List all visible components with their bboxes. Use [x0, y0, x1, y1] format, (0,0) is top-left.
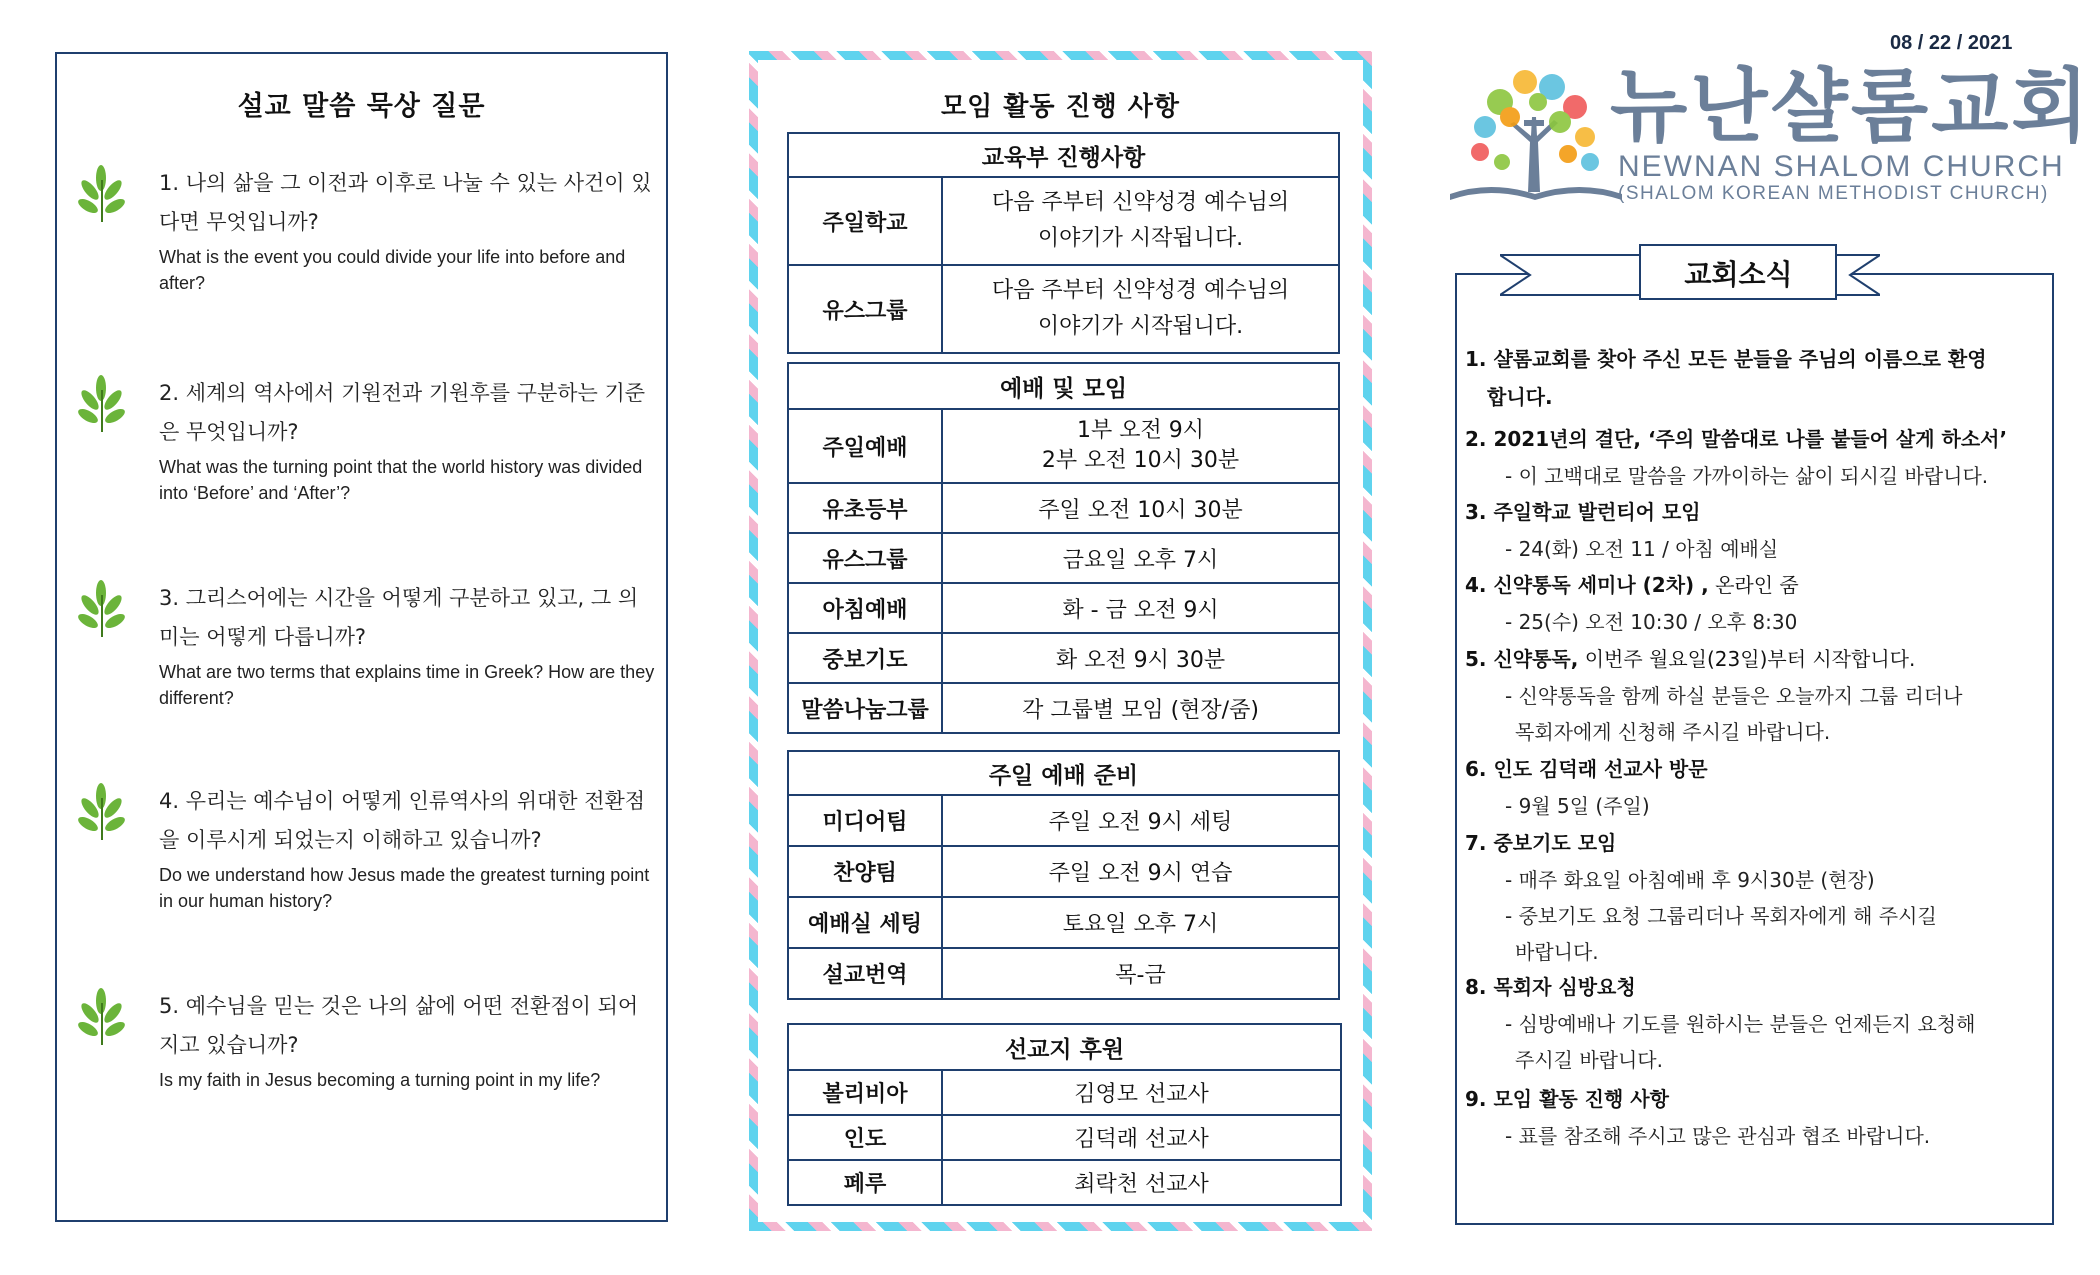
- table-header: 주일 예배 준비: [788, 751, 1339, 795]
- news-detail: 바랍니다.: [1515, 940, 1599, 964]
- row-value-line: 이야기가 시작됩니다.: [1037, 226, 1244, 251]
- table-row: [788, 177, 1339, 265]
- table-row: [788, 265, 1339, 353]
- row-value: 각 그룹별 모임 (현장/줌): [942, 683, 1339, 733]
- table-row: [788, 583, 1339, 633]
- list-item: [1465, 340, 2045, 416]
- table-header: 교육부 진행사항: [788, 133, 1339, 177]
- row-label: 미디어팀: [788, 795, 942, 846]
- row-value: [942, 265, 1339, 353]
- row-label: 볼리비아: [788, 1070, 942, 1115]
- table-row: [788, 897, 1339, 948]
- row-value: 최락천 선교사: [942, 1160, 1341, 1205]
- row-label: 아침예배: [788, 583, 942, 633]
- news-heading: 9. 모임 활동 진행 사항: [1465, 1087, 1669, 1111]
- leaf-icon: [77, 987, 127, 1047]
- leaf-icon: [77, 579, 127, 639]
- row-value: 주일 오전 9시 세팅: [942, 795, 1339, 846]
- row-value: 김덕래 선교사: [942, 1115, 1341, 1160]
- row-label: 유스그룹: [788, 265, 942, 353]
- row-value-line: 1부 오전 9시: [1077, 418, 1204, 443]
- meditation-questions-panel: [55, 52, 668, 1222]
- row-value: 화 오전 9시 30분: [942, 633, 1339, 683]
- row-value: 목-금: [942, 948, 1339, 999]
- table-row: [788, 683, 1339, 733]
- news-detail: - 25(수) 오전 10:30 / 오후 8:30: [1505, 610, 1798, 634]
- row-label: 유스그룹: [788, 533, 942, 583]
- question-ko: 3. 그리스어에는 시간을 어떻게 구분하고 있고, 그 의미는 어떻게 다릅니까?: [159, 586, 639, 649]
- question-en: What is the event you could divide your life into before and after?: [159, 247, 626, 293]
- missions-table: [787, 1023, 1342, 1206]
- news-heading: 6. 인도 김덕래 선교사 방문: [1465, 757, 1708, 781]
- church-subtitle: (SHALOM KOREAN METHODIST CHURCH): [1618, 183, 2049, 204]
- row-value-line: 이야기가 시작됩니다.: [1037, 314, 1244, 339]
- news-heading: 3. 주일학교 발런티어 모임: [1465, 500, 1701, 524]
- leaf-icon: [77, 782, 127, 842]
- list-item: [1465, 566, 2045, 640]
- table-row: [788, 1115, 1341, 1160]
- church-name-en: NEWNAN SHALOM CHURCH: [1618, 150, 2065, 183]
- church-name-ko: 뉴난샬롬교회: [1610, 60, 2092, 153]
- row-value: 주일 오전 9시 연습: [942, 846, 1339, 897]
- row-value-line: 다음 주부터 신약성경 예수님의: [991, 278, 1290, 303]
- row-label: 중보기도: [788, 633, 942, 683]
- bulletin-date: 08 / 22 / 2021: [1890, 32, 2013, 54]
- row-label: 예배실 세팅: [788, 897, 942, 948]
- leaf-icon: [77, 164, 127, 224]
- list-item: [1465, 968, 2045, 1078]
- row-label: 인도: [788, 1115, 942, 1160]
- row-value: 화 - 금 오전 9시: [942, 583, 1339, 633]
- news-detail: 주시길 바랍니다.: [1515, 1048, 1663, 1072]
- list-item: [1465, 1080, 2045, 1154]
- row-label: 페루: [788, 1160, 942, 1205]
- news-heading: [1465, 566, 2045, 604]
- table-header: 예배 및 모임: [788, 363, 1339, 409]
- row-value-line: 2부 오전 10시 30분: [1041, 448, 1240, 473]
- question-ko: 5. 예수님을 믿는 것은 나의 삶에 어떤 전환점이 되어지고 있습니까?: [159, 994, 639, 1057]
- news-detail: - 매주 화요일 아침예배 후 9시30분 (현장): [1505, 868, 1875, 892]
- table-row: [788, 846, 1339, 897]
- row-label: 주일학교: [788, 177, 942, 265]
- list-item: [1465, 493, 2045, 567]
- row-label: 유초등부: [788, 483, 942, 533]
- table-row: [788, 948, 1339, 999]
- question-en: What was the turning point that the world history was divided into ‘Before’ and ‘After’?: [159, 457, 643, 503]
- news-heading-bold: 4. 신약통독 세미나 (2차) ,: [1465, 573, 1709, 597]
- table-row: [788, 1160, 1341, 1205]
- news-heading-rest: 온라인 줌: [1708, 573, 1799, 597]
- news-title: 교회소식: [1684, 258, 1793, 291]
- news-heading: 1. 샬롬교회를 찾아 주신 모든 분들을 주님의 이름으로 환영: [1465, 347, 1987, 371]
- row-value: [942, 409, 1339, 483]
- table-row: [788, 409, 1339, 483]
- question-en: Do we understand how Jesus made the greatest turning point in our human history?: [159, 865, 650, 911]
- question-ko: 4. 우리는 예수님이 어떻게 인류역사의 위대한 전환점을 이루시게 되었는지 이해하고 있습니까?: [159, 789, 646, 852]
- question-ko: 1. 나의 삶을 그 이전과 이후로 나눌 수 있는 사건이 있다면 무엇입니까?: [159, 171, 652, 234]
- row-value: 토요일 오후 7시: [942, 897, 1339, 948]
- news-heading: 2. 2021년의 결단, ‘주의 말씀대로 나를 붙들어 살게 하소서’: [1465, 427, 2008, 451]
- row-value: 금요일 오후 7시: [942, 533, 1339, 583]
- news-detail: - 이 고백대로 말씀을 가까이하는 삶이 되시길 바랍니다.: [1505, 464, 1989, 488]
- row-value-line: 다음 주부터 신약성경 예수님의: [991, 190, 1290, 215]
- news-heading: 8. 목회자 심방요청: [1465, 975, 1636, 999]
- table-row: [788, 1070, 1341, 1115]
- question-ko: 2. 세계의 역사에서 기원전과 기원후를 구분하는 기준은 무엇입니까?: [159, 381, 646, 444]
- table-row: [788, 633, 1339, 683]
- table-row: [788, 533, 1339, 583]
- panel-title: 설교 말씀 묵상 질문: [237, 91, 486, 122]
- list-item: [1465, 824, 2045, 970]
- worship-table: [787, 362, 1340, 734]
- news-detail: 목회자에게 신청해 주시길 바랍니다.: [1515, 720, 1831, 744]
- news-detail: - 중보기도 요청 그룹리더나 목회자에게 해 주시길: [1505, 904, 1937, 928]
- panel-title: 모임 활동 진행 사항: [940, 92, 1181, 122]
- row-value: 김영모 선교사: [942, 1070, 1341, 1115]
- news-heading-cont: 합니다.: [1487, 385, 1553, 409]
- list-item: [1465, 750, 2045, 824]
- news-heading-bold: 5. 신약통독,: [1465, 647, 1579, 671]
- news-detail: - 심방예배나 기도를 원하시는 분들은 언제든지 요청해: [1505, 1012, 1976, 1036]
- table-header: 선교지 후원: [788, 1024, 1341, 1070]
- news-detail: - 표를 참조해 주시고 많은 관심과 협조 바랍니다.: [1505, 1124, 1931, 1148]
- sunday-prep-table: [787, 750, 1340, 1000]
- news-detail: - 9월 5일 (주일): [1505, 794, 1650, 818]
- row-label: 찬양팀: [788, 846, 942, 897]
- news-heading-rest: 이번주 월요일(23일)부터 시작합니다.: [1578, 647, 1916, 671]
- news-detail: - 신약통독을 함께 하실 분들은 오늘까지 그룹 리더나: [1505, 684, 1963, 708]
- church-tree-logo-icon: [1440, 62, 1630, 212]
- row-value: 주일 오전 10시 30분: [942, 483, 1339, 533]
- news-heading: 7. 중보기도 모임: [1465, 831, 1617, 855]
- education-table: [787, 132, 1340, 354]
- news-heading: [1465, 640, 2045, 678]
- news-detail: - 24(화) 오전 11 / 아침 예배실: [1505, 537, 1779, 561]
- list-item: [1465, 640, 2045, 750]
- question-en: What are two terms that explains time in Greek? How are they different?: [159, 662, 655, 708]
- row-label: 말씀나눔그룹: [788, 683, 942, 733]
- row-label: 주일예배: [788, 409, 942, 483]
- list-item: [1465, 420, 2045, 494]
- table-row: [788, 483, 1339, 533]
- row-value: [942, 177, 1339, 265]
- group-activities-panel: [749, 51, 1372, 1231]
- row-label: 설교번역: [788, 948, 942, 999]
- leaf-icon: [77, 374, 127, 434]
- question-en: Is my faith in Jesus becoming a turning point in my life?: [159, 1070, 601, 1090]
- table-row: [788, 795, 1339, 846]
